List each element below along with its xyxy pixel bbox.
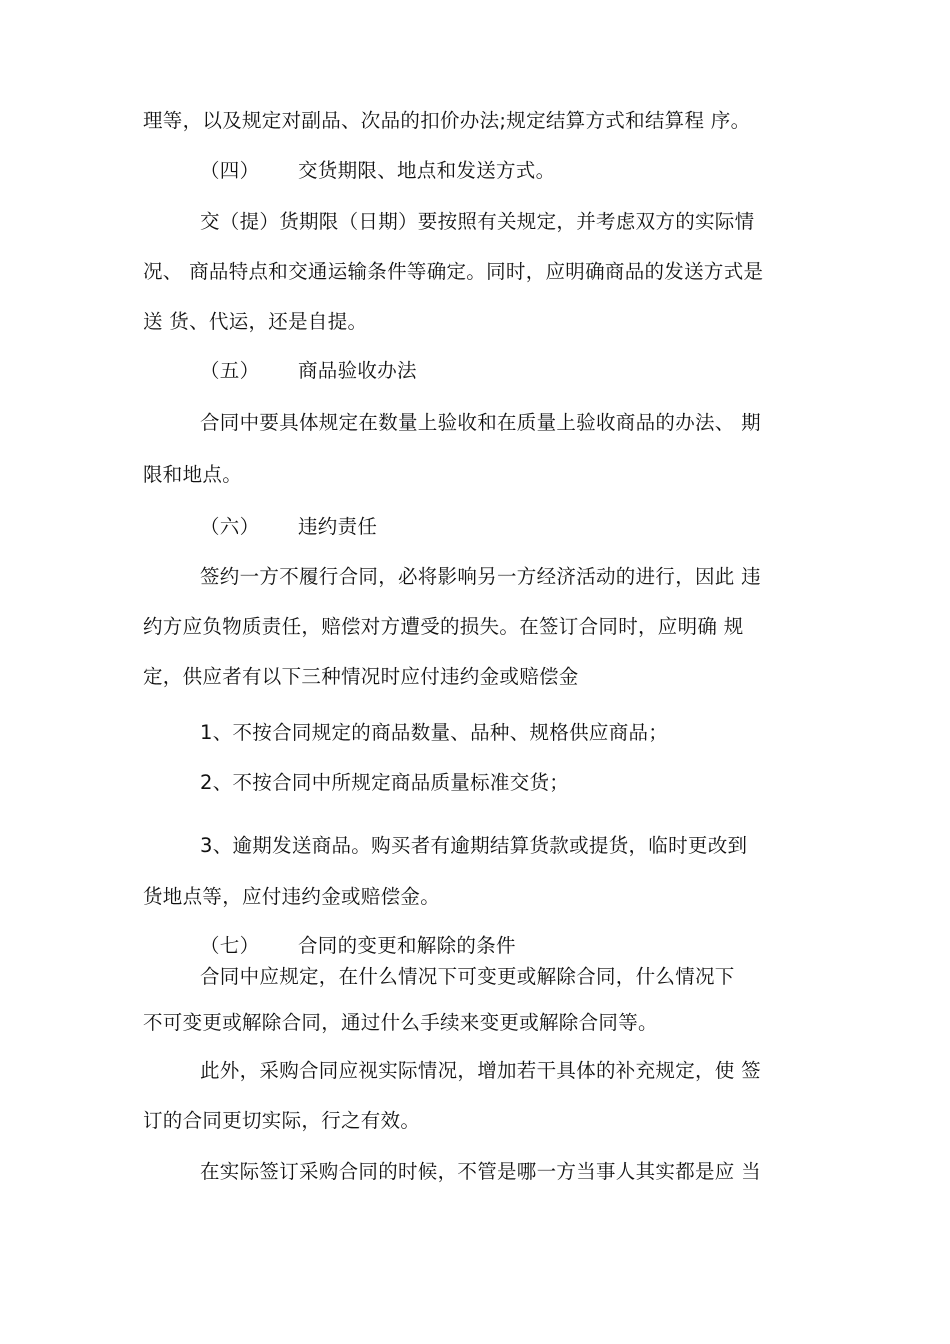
section-number: （六） [200, 515, 260, 538]
section-title: 交货期限、地点和发送方式。 [298, 159, 556, 182]
paragraph-line: 况、 商品特点和交通运输条件等确定。同时，应明确商品的发送方式是 [143, 260, 764, 283]
section-title: 违约责任 [298, 515, 378, 538]
section-number: （四） [200, 159, 260, 182]
paragraph-line: 不可变更或解除合同，通过什么手续来变更或解除合同等。 [143, 1011, 658, 1034]
paragraph-line: 订的合同更切实际，行之有效。 [143, 1109, 421, 1132]
paragraph-line: 交（提）货期限（日期）要按照有关规定，并考虑双方的实际情 [200, 210, 755, 233]
section-title: 合同的变更和解除的条件 [298, 934, 516, 957]
paragraph-line: 限和地点。 [143, 463, 243, 486]
section-title: 商品验收办法 [298, 359, 417, 382]
paragraph-line: 合同中应规定，在什么情况下可变更或解除合同，什么情况下 [200, 965, 735, 988]
paragraph-line: 约方应负物质责任，赔偿对方遭受的损失。在签订合同时，应明确 规 [143, 615, 744, 638]
section-heading-4 [200, 158, 555, 184]
section-heading-7 [200, 933, 516, 959]
paragraph-line: 在实际签订采购合同的时候，不管是哪一方当事人其实都是应 当 [200, 1160, 761, 1183]
paragraph-line: 签约一方不履行合同，必将影响另一方经济活动的进行，因此 违 [200, 565, 761, 588]
paragraph-line: 送 货、代运，还是自提。 [143, 310, 368, 333]
section-number: （五） [200, 359, 260, 382]
paragraph-line: 货地点等，应付违约金或赔偿金。 [143, 885, 441, 908]
paragraph-line: 此外，采购合同应视实际情况，增加若干具体的补充规定，使 签 [200, 1059, 761, 1082]
list-item: 3、逾期发送商品。购买者有逾期结算货款或提货，临时更改到 [200, 834, 748, 857]
section-heading-5 [200, 358, 417, 384]
section-number: （七） [200, 934, 260, 957]
paragraph-line: 合同中要具体规定在数量上验收和在质量上验收商品的办法、 期 [200, 411, 761, 434]
list-item: 1、不按合同规定的商品数量、品种、规格供应商品； [200, 721, 669, 744]
paragraph-line: 理等，以及规定对副品、次品的扣价办法;规定结算方式和结算程 序。 [143, 109, 751, 132]
section-heading-6 [200, 514, 377, 540]
paragraph-line: 定，供应者有以下三种情况时应付违约金或赔偿金 [143, 665, 579, 688]
list-item: 2、不按合同中所规定商品质量标准交货； [200, 771, 570, 794]
